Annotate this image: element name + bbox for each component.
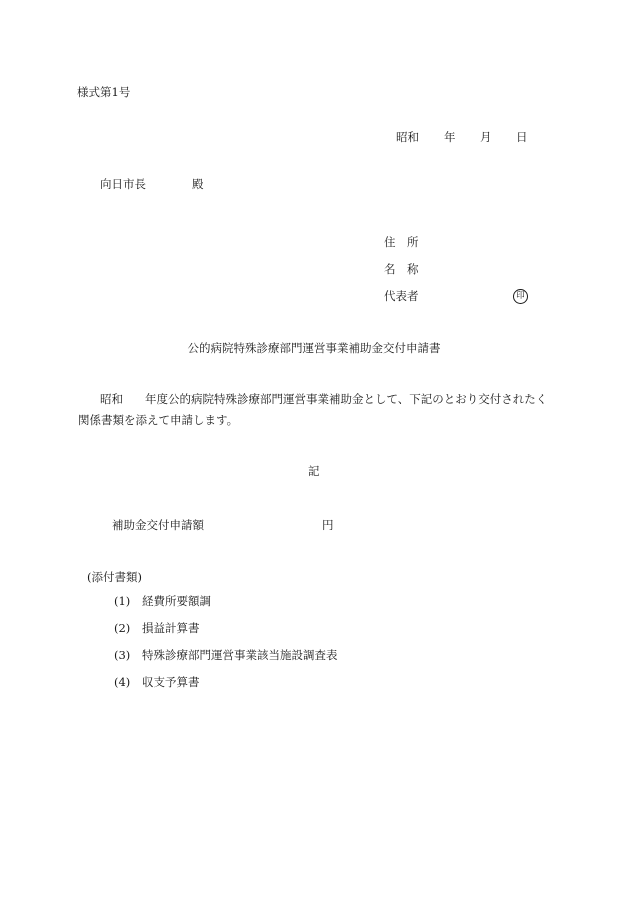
name-row [384, 261, 419, 288]
attachment-label: 収支予算書 [142, 675, 200, 689]
list-item [114, 647, 338, 674]
body-era: 昭和 [100, 392, 123, 406]
seal-icon: 印 [513, 289, 528, 304]
attachments-list [114, 593, 338, 701]
name-label: 名 称 [384, 262, 419, 276]
attachment-number: (4) [114, 675, 131, 689]
date-year: 年 [444, 130, 456, 144]
list-item [114, 674, 338, 701]
applicant-block [384, 234, 525, 315]
attachment-number: (2) [114, 621, 131, 635]
date-month: 月 [480, 130, 492, 144]
amount-unit: 円 [322, 518, 334, 532]
representative-row [384, 288, 525, 315]
ki-heading: 記 [308, 464, 320, 478]
addressee-honorific: 殿 [192, 177, 204, 191]
list-item [114, 593, 338, 620]
attachments-heading: (添付書類) [87, 570, 142, 584]
list-item [114, 620, 338, 647]
date-line [396, 129, 528, 145]
date-era: 昭和 [396, 130, 419, 144]
amount-label: 補助金交付申請額 [112, 518, 204, 532]
form-number: 様式第1号 [77, 85, 131, 99]
addressee-title: 向日市長 [100, 177, 146, 191]
representative-label: 代表者 [384, 289, 419, 303]
body-paragraph [78, 389, 558, 431]
attachment-number: (1) [114, 594, 131, 608]
document-title-text: 公的病院特殊診療部門運営事業補助金交付申請書 [187, 341, 441, 355]
attachment-label: 損益計算書 [142, 621, 200, 635]
body-text: 年度公的病院特殊診療部門運営事業補助金として、下記のとおり交付されたく関係書類を添えて申請します。 [78, 392, 548, 427]
addressee [100, 176, 204, 192]
amount-line [112, 517, 334, 533]
attachment-number: (3) [114, 648, 131, 662]
document-title [0, 340, 630, 356]
attachment-label: 特殊診療部門運営事業該当施設調査表 [142, 648, 338, 662]
attachment-label: 経費所要額調 [142, 594, 211, 608]
address-row [384, 234, 419, 261]
date-day: 日 [516, 130, 528, 144]
address-label: 住 所 [384, 235, 419, 249]
